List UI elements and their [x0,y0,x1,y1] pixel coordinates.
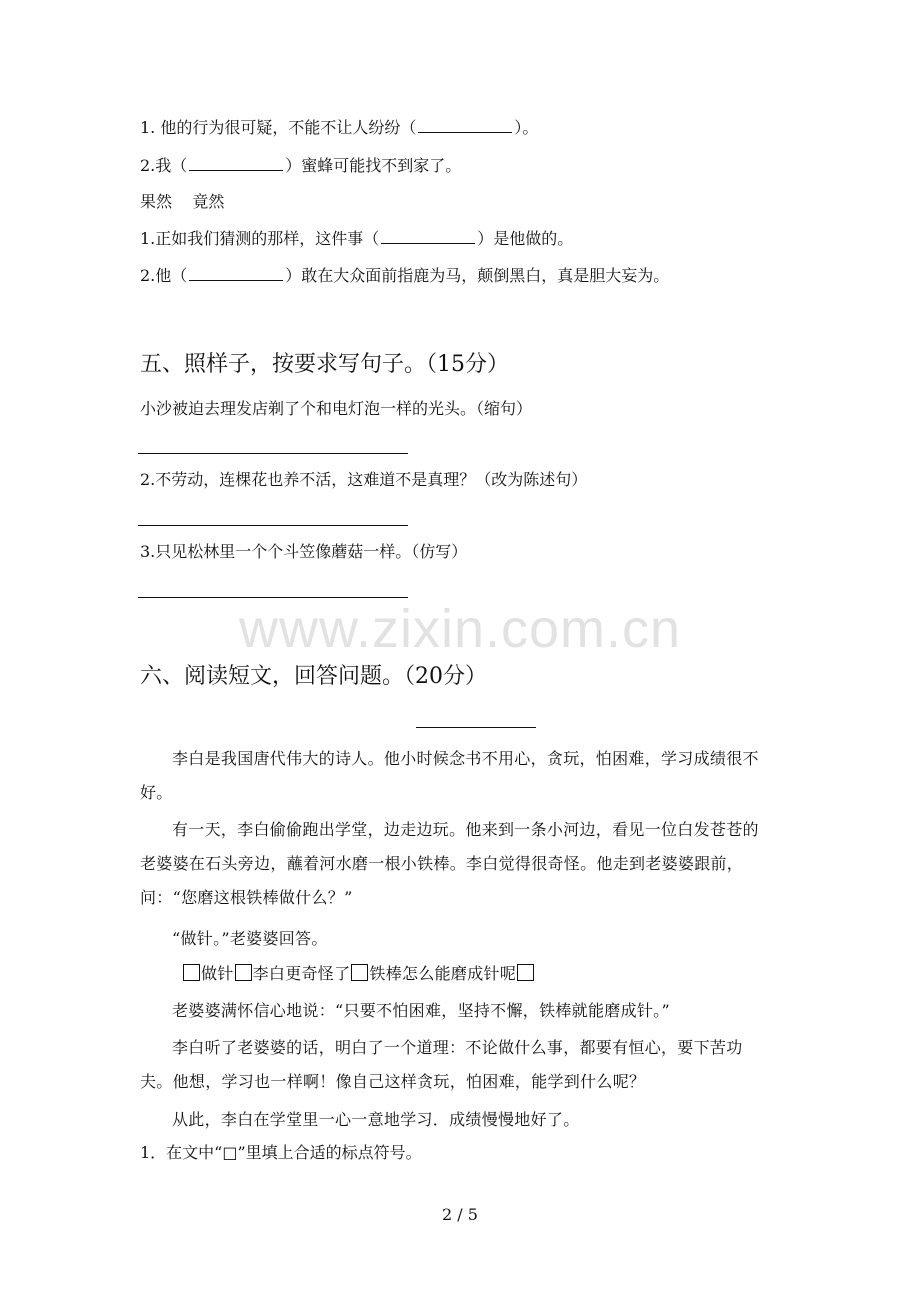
answer-line[interactable] [138,453,408,454]
fill-question-3 [140,228,573,250]
reading-question-1: 1．在文中“□”里填上合适的标点符号。 [140,1143,422,1162]
page-number: 2 / 5 [442,1205,478,1224]
fill-question-1 [140,117,538,139]
fill-question-2 [140,155,461,177]
watermark: www.zixin.com.cn [238,599,682,659]
passage-paragraph-4 [182,957,814,991]
punctuation-box[interactable] [235,964,252,981]
rewrite-question-3: 3.只见松林里一个个斗笠像蘑菇一样。（仿写） [140,542,468,561]
answer-blank[interactable] [418,118,512,133]
passage-paragraph-3: “做针。”老婆婆回答。 [172,929,328,948]
passage-fragment: 李白更奇怪了 [252,964,351,983]
fill-question-4 [140,265,669,287]
passage-paragraph-5: 老婆婆满怀信心地说：“只要不怕困难，坚持不懈，铁棒就能磨成针。” [172,1001,670,1020]
fill-question-1-before: 1. 他的行为很可疑，不能不让人纷纷（ [140,118,417,137]
section-5-heading: 五、照样子，按要求写句子。（15分） [140,352,509,377]
punctuation-box[interactable] [517,964,534,981]
passage-paragraph-1: 李白是我国唐代伟大的诗人。他小时候念书不用心，贪玩，怕困难，学习成绩很不好。 [140,749,759,802]
punctuation-box[interactable] [183,964,200,981]
fill-question-1-after: ）。 [514,118,539,137]
answer-blank[interactable] [381,229,475,244]
fill-question-3-after: ）是他做的。 [477,229,574,248]
section-6-heading: 六、阅读短文，回答问题。（20分） [140,664,487,689]
fill-question-2-before: 2.我（ [140,156,188,175]
word-choice-pair: 果然 竟然 [140,192,225,211]
punctuation-box[interactable] [351,964,368,981]
answer-blank[interactable] [189,266,283,281]
passage-title-blank[interactable] [416,727,536,728]
fill-question-2-after: ）蜜蜂可能找不到家了。 [285,156,462,175]
rewrite-question-1: 小沙被迫去理发店剃了个和电灯泡一样的光头。（缩句） [140,399,533,418]
fill-question-4-after: ）敢在大众面前指鹿为马，颠倒黑白，真是胆大妄为。 [285,266,670,285]
passage-paragraph-7: 从此，李白在学堂里一心一意地学习．成绩慢慢地好了。 [172,1110,580,1129]
answer-line[interactable] [138,525,408,526]
passage-paragraph-2: 有一天，李白偷偷跑出学堂，边走边玩。他来到一条小河边，看见一位白发苍苍的老婆婆在石头旁边，蘸着河水磨一根小铁棒。李白觉得很奇怪。他走到老婆婆跟前，问：“您磨这根铁棒做什么？” [140,820,759,907]
passage-fragment: 铁棒怎么能磨成针呢 [369,964,517,983]
rewrite-question-2: 2.不劳动，连棵花也养不活，这难道不是真理？（改为陈述句） [140,470,588,489]
passage-fragment: 做针 [201,964,234,983]
fill-question-4-before: 2.他（ [140,266,188,285]
answer-blank[interactable] [189,156,283,171]
fill-question-3-before: 1.正如我们猜测的那样，这件事（ [140,229,380,248]
passage-paragraph-6: 李白听了老婆婆的话，明白了一个道理：不论做什么事，都要有恒心，要下苦功夫。他想，学习也一样啊！像自己这样贪玩，怕困难，能学到什么呢？ [140,1038,743,1091]
